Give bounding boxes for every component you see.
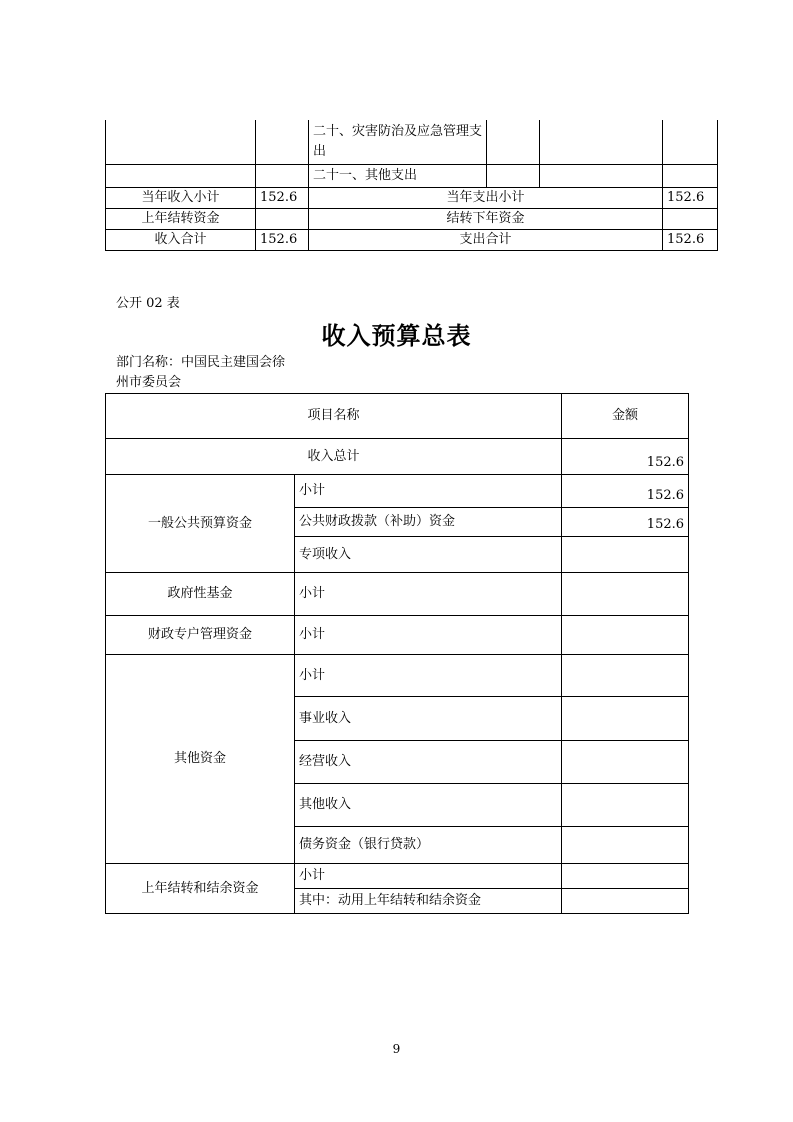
page-title: 收入预算总表 <box>321 322 472 350</box>
cell-empty <box>663 120 718 164</box>
cell-empty <box>256 120 309 164</box>
income-subtotal-value: 152.6 <box>256 187 309 208</box>
department-name <box>116 353 285 393</box>
cell-empty <box>487 164 540 187</box>
cell-empty <box>562 889 689 914</box>
cell-empty <box>106 120 256 164</box>
cell-empty <box>562 573 689 616</box>
expense-subtotal-value: 152.6 <box>663 187 718 208</box>
cell-empty <box>106 164 256 187</box>
cell-empty <box>487 120 540 164</box>
cell-empty <box>562 784 689 827</box>
carryover-used-label: 其中：动用上年结转和结余资金 <box>295 889 562 914</box>
expense-subtotal-label: 当年支出小计 <box>309 187 663 208</box>
cell-empty <box>256 164 309 187</box>
expense-total-value: 152.6 <box>663 229 718 250</box>
general-fiscal-value: 152.6 <box>562 508 689 537</box>
income-subtotal-label: 当年收入小计 <box>106 187 256 208</box>
general-fiscal-label: 公共财政拨款（补助）资金 <box>295 508 562 537</box>
cell-empty <box>562 655 689 697</box>
general-subtotal-label: 小计 <box>295 475 562 508</box>
expense-item-disaster: 二十、灾害防治及应急管理支出 <box>309 120 487 164</box>
total-label: 收入总计 <box>106 439 562 475</box>
other-subtotal-label: 小计 <box>295 655 562 697</box>
group-gov-fund-label: 政府性基金 <box>106 573 295 616</box>
page-number: 9 <box>392 1042 401 1056</box>
document-code: 公开 02 表 <box>116 296 180 311</box>
income-total-label: 收入合计 <box>106 229 256 250</box>
cell-empty <box>540 120 663 164</box>
other-other-income-label: 其他收入 <box>295 784 562 827</box>
gov-fund-subtotal-label: 小计 <box>295 573 562 616</box>
group-other-label: 其他资金 <box>106 655 295 864</box>
income-total-value: 152.6 <box>256 229 309 250</box>
department-name-line2: 州市委员会 <box>116 375 182 390</box>
expense-total-label: 支出合计 <box>309 229 663 250</box>
group-special-account-label: 财政专户管理资金 <box>106 616 295 655</box>
next-carryover-label: 结转下年资金 <box>309 208 663 229</box>
group-carryover-label: 上年结转和结余资金 <box>106 864 295 914</box>
department-name-line1: 部门名称：中国民主建国会徐 <box>116 355 286 370</box>
other-operating-label: 经营收入 <box>295 741 562 784</box>
prev-carryover-label: 上年结转资金 <box>106 208 256 229</box>
cell-empty <box>663 208 718 229</box>
income-budget-table <box>105 393 689 914</box>
carryover-subtotal-label: 小计 <box>295 864 562 889</box>
group-general-label: 一般公共预算资金 <box>106 475 295 573</box>
expense-item-other: 二十一、其他支出 <box>309 164 487 187</box>
other-debt-label: 债务资金（银行贷款） <box>295 827 562 864</box>
cell-empty <box>562 616 689 655</box>
header-item-name: 项目名称 <box>106 394 562 439</box>
special-account-subtotal-label: 小计 <box>295 616 562 655</box>
header-amount: 金额 <box>562 394 689 439</box>
total-value: 152.6 <box>562 439 689 475</box>
other-business-label: 事业收入 <box>295 697 562 741</box>
general-subtotal-value: 152.6 <box>562 475 689 508</box>
cell-empty <box>256 208 309 229</box>
cell-empty <box>540 164 663 187</box>
cell-empty <box>663 164 718 187</box>
cell-empty <box>562 537 689 573</box>
cell-empty <box>562 697 689 741</box>
general-special-label: 专项收入 <box>295 537 562 573</box>
cell-empty <box>562 827 689 864</box>
cell-empty <box>562 864 689 889</box>
cell-empty <box>562 741 689 784</box>
expense-continuation-table <box>105 120 718 251</box>
